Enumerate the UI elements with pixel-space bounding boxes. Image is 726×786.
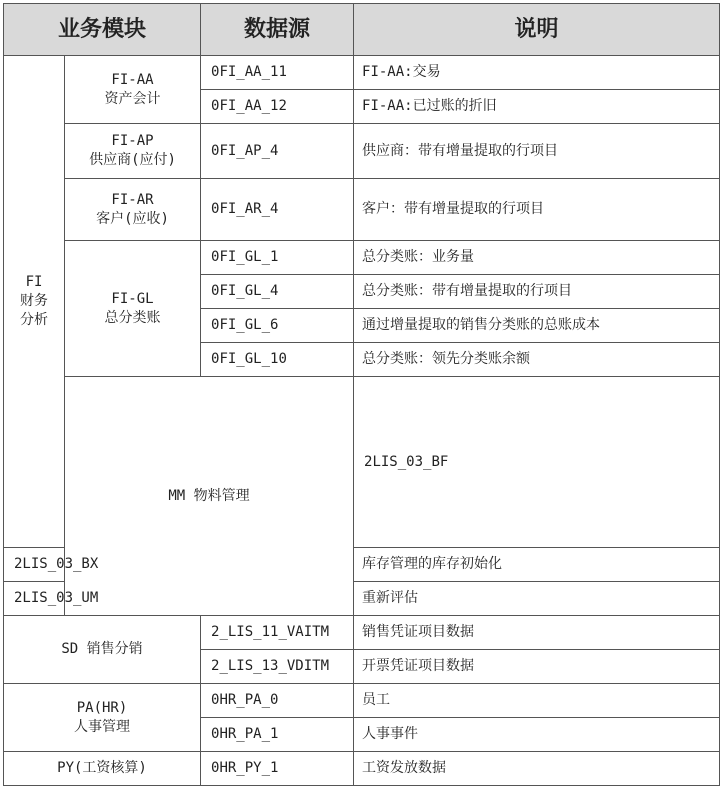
source-cell: 0FI_AP_4 bbox=[201, 124, 354, 179]
description-cell: 销售凭证项目数据 bbox=[354, 616, 720, 650]
description-cell: 重新评估 bbox=[354, 582, 720, 616]
module-fi-name-1: 财务 bbox=[20, 293, 48, 310]
submodule-name: 供应商(应付) bbox=[89, 152, 176, 168]
source-cell: 0FI_GL_1 bbox=[201, 241, 354, 275]
description-cell: 供应商：带有增量提取的行项目 bbox=[354, 124, 720, 179]
module-pa bbox=[4, 684, 201, 752]
module-mm: MM 物料管理 bbox=[65, 377, 354, 616]
datasource-table bbox=[3, 3, 720, 786]
module-sd: SD 销售分销 bbox=[4, 616, 201, 684]
submodule-fi-ar bbox=[65, 179, 201, 241]
module-fi-code: FI bbox=[25, 274, 43, 291]
description-cell: 员工 bbox=[354, 684, 720, 718]
table-row bbox=[4, 616, 720, 650]
source-cell: 2_LIS_11_VAITM bbox=[201, 616, 354, 650]
source-cell: 0FI_AA_11 bbox=[201, 56, 354, 90]
submodule-fi-aa bbox=[65, 56, 201, 124]
description-cell: FI-AA:已过账的折旧 bbox=[354, 90, 720, 124]
source-cell: 0FI_AA_12 bbox=[201, 90, 354, 124]
header-module: 业务模块 bbox=[4, 4, 201, 56]
description-cell: 总分类账：领先分类账余额 bbox=[354, 343, 720, 377]
description-cell: 库存管理的库存初始化 bbox=[354, 548, 720, 582]
description-cell: 客户：带有增量提取的行项目 bbox=[354, 179, 720, 241]
description-cell: FI-AA:交易 bbox=[354, 56, 720, 90]
module-pa-code: PA(HR) bbox=[76, 699, 128, 716]
source-cell: 0HR_PA_0 bbox=[201, 684, 354, 718]
description-cell: 总分类账：带有增量提取的行项目 bbox=[354, 275, 720, 309]
submodule-name: 资产会计 bbox=[104, 90, 161, 107]
description-cell: 开票凭证项目数据 bbox=[354, 650, 720, 684]
module-fi-name-2: 分析 bbox=[20, 311, 48, 328]
module-pa-name: 人事管理 bbox=[74, 718, 130, 735]
header-source: 数据源 bbox=[201, 4, 354, 56]
submodule-code: FI-AA bbox=[111, 71, 154, 88]
module-fi bbox=[4, 56, 65, 548]
source-cell: 2LIS_03_UM bbox=[4, 582, 65, 616]
source-cell: 0FI_GL_6 bbox=[201, 309, 354, 343]
header-description: 说明 bbox=[354, 4, 720, 56]
submodule-fi-gl bbox=[65, 241, 201, 377]
source-cell: 0HR_PY_1 bbox=[201, 752, 354, 786]
submodule-code: FI-GL bbox=[111, 290, 154, 307]
module-py: PY(工资核算) bbox=[4, 752, 201, 786]
source-cell: 0FI_GL_4 bbox=[201, 275, 354, 309]
source-cell: 0FI_AR_4 bbox=[201, 179, 354, 241]
description-cell: 总分类账：业务量 bbox=[354, 241, 720, 275]
table-row bbox=[4, 124, 720, 179]
table-row bbox=[4, 241, 720, 275]
description-cell: 工资发放数据 bbox=[354, 752, 720, 786]
source-cell: 2_LIS_13_VDITM bbox=[201, 650, 354, 684]
table-row bbox=[4, 56, 720, 90]
source-cell: 0HR_PA_1 bbox=[201, 718, 354, 752]
submodule-name: 总分类账 bbox=[104, 309, 161, 326]
submodule-name: 客户(应收) bbox=[96, 210, 169, 227]
source-cell: 0FI_GL_10 bbox=[201, 343, 354, 377]
source-cell: 2LIS_03_BX bbox=[4, 548, 65, 582]
description-cell: 通过增量提取的销售分类账的总账成本 bbox=[354, 309, 720, 343]
table-row bbox=[4, 684, 720, 718]
source-cell: 2LIS_03_BF bbox=[354, 377, 720, 548]
table-row bbox=[4, 179, 720, 241]
submodule-fi-ap bbox=[65, 124, 201, 179]
submodule-code: FI-AR bbox=[111, 191, 154, 208]
header-row bbox=[4, 4, 720, 56]
table-row bbox=[4, 377, 720, 548]
description-cell: 人事事件 bbox=[354, 718, 720, 752]
submodule-code: FI-AP bbox=[111, 133, 154, 150]
table-row bbox=[4, 752, 720, 786]
